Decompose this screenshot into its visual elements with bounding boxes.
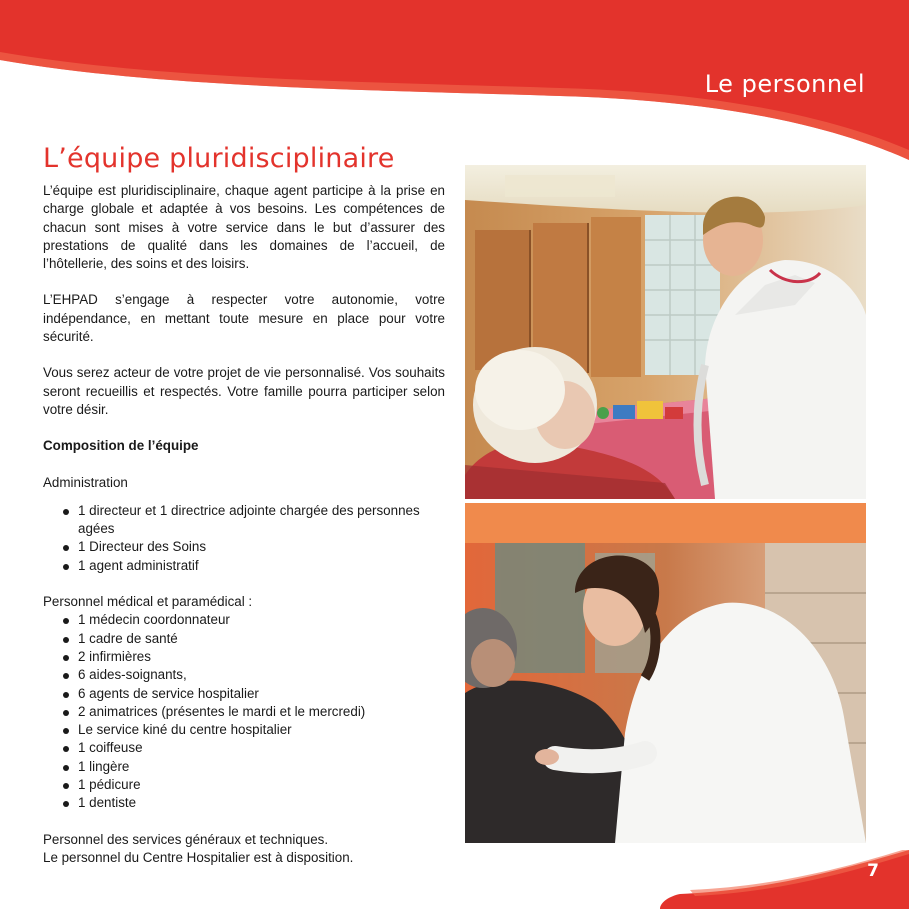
footer-swoosh bbox=[600, 850, 909, 909]
intro-paragraph-3: Vous serez acteur de votre projet de vie personnalisé. Vos souhaits seront recueillis et respectés. Votre famille pourra participer selon votre désir. bbox=[43, 365, 445, 417]
section-title: Le personnel bbox=[704, 70, 865, 98]
list-item: 6 agents de service hospitalier bbox=[63, 685, 445, 703]
list-item: 2 animatrices (présentes le mardi et le mercredi) bbox=[63, 703, 445, 721]
footer-line-1: Personnel des services généraux et techniques. bbox=[43, 831, 329, 847]
list-item: 1 médecin coordonnateur bbox=[63, 611, 445, 629]
list-item: 1 pédicure bbox=[63, 776, 445, 794]
list-item: 1 Directeur des Soins bbox=[63, 538, 445, 556]
list-item: Le service kiné du centre hospitalier bbox=[63, 721, 445, 739]
list-item: 1 dentiste bbox=[63, 794, 445, 812]
medical-label: Personnel médical et paramédical : bbox=[43, 594, 253, 610]
main-content bbox=[43, 182, 445, 867]
footer-line-2: Le personnel du Centre Hospitalier est à disposition. bbox=[43, 849, 354, 865]
list-item: 1 cadre de santé bbox=[63, 630, 445, 648]
list-item: 6 aides-soignants, bbox=[63, 666, 445, 684]
administration-label: Administration bbox=[43, 474, 128, 490]
intro-paragraph-2: L’EHPAD s’engage à respecter votre autonomie, votre indépendance, en mettant toute mesure en place pour votre sécurité. bbox=[43, 292, 445, 345]
photo-nurse-with-resident bbox=[465, 165, 866, 499]
page-title: L’équipe pluridisciplinaire bbox=[43, 143, 395, 174]
list-item: 1 coiffeuse bbox=[63, 739, 445, 757]
medical-list bbox=[43, 611, 445, 812]
list-item: 1 lingère bbox=[63, 758, 445, 776]
page-number: 7 bbox=[867, 861, 879, 881]
list-item: 1 directeur et 1 directrice adjointe chargée des personnes agées bbox=[63, 502, 445, 539]
list-item: 2 infirmières bbox=[63, 648, 445, 666]
list-item: 1 agent administratif bbox=[63, 557, 445, 575]
intro-paragraph-1: L’équipe est pluridisciplinaire, chaque agent participe à la prise en charge globale et adaptée à vos besoins. Les compétences de chacun sont mises à votre service dans le but d’assurer des prestations de qualité dans les domaines de l’accueil, de l’hôtellerie, des soins et des loisirs. bbox=[43, 183, 445, 272]
photo-nurse-assisting-resident bbox=[465, 503, 866, 843]
administration-list bbox=[43, 502, 445, 575]
composition-heading: Composition de l’équipe bbox=[43, 438, 199, 454]
